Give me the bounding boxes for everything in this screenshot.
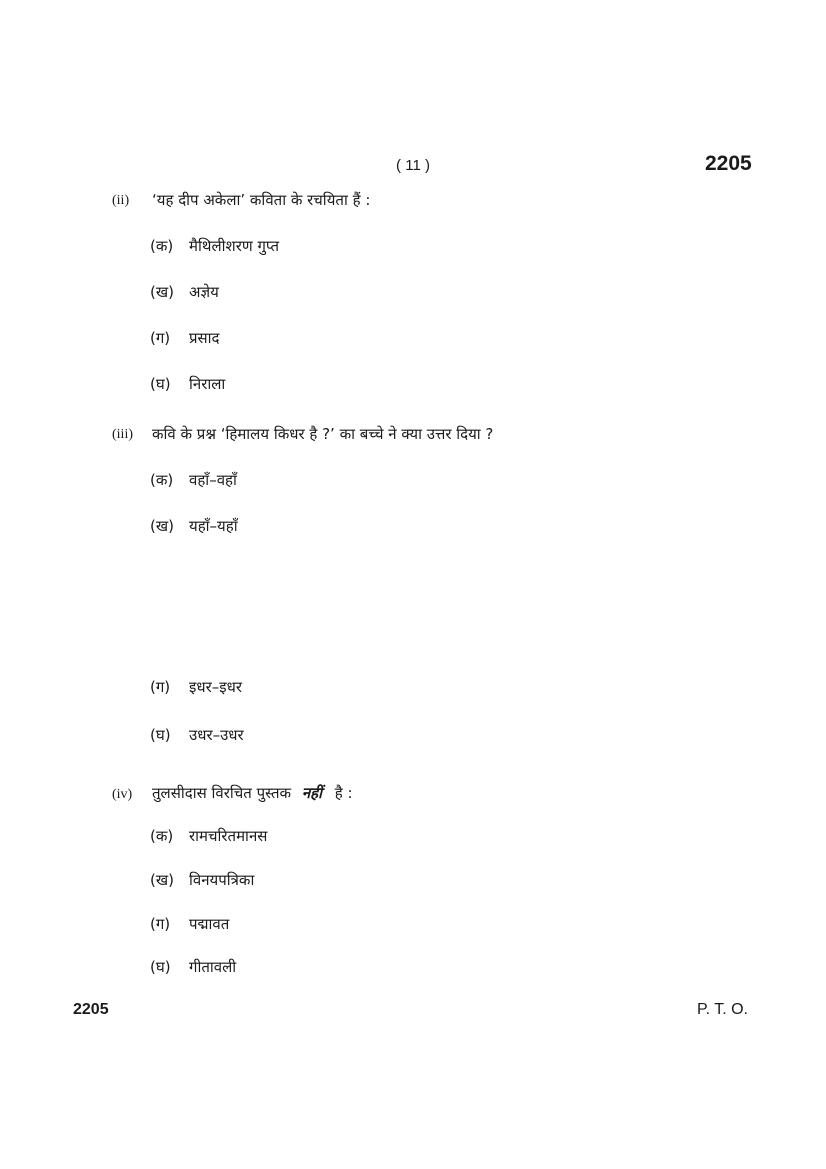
option-text: उधर–उधर: [189, 726, 244, 744]
option-label: (क): [150, 471, 174, 489]
question-number: (iii): [112, 427, 133, 442]
option-label: (ग): [150, 915, 171, 933]
question-number: (ii): [112, 193, 130, 208]
paper-code-bottom: 2205: [73, 1001, 109, 1018]
question-text-after: है :: [334, 784, 353, 802]
option-text: अज्ञेय: [189, 283, 219, 301]
page-number: ( 11 ): [396, 157, 430, 174]
question-text: ‘यह दीप अकेला’ कविता के रचयिता हैं :: [152, 191, 371, 209]
question-text: कवि के प्रश्न ‘हिमालय किधर है ?’ का बच्चे ने क्या उत्तर दिया ?: [152, 425, 494, 443]
option-text: निराला: [189, 375, 226, 393]
negation-emphasis: नहीं: [301, 784, 322, 802]
option-label: (क): [150, 827, 174, 845]
option-label: (घ): [150, 726, 171, 744]
option-label: (ख): [150, 517, 174, 535]
question-text: [152, 783, 353, 803]
option-text: यहाँ–यहाँ: [189, 517, 238, 535]
option-text: पद्मावत: [189, 915, 230, 933]
option-label: (ख): [150, 871, 174, 889]
option-text: प्रसाद: [189, 329, 220, 347]
question-text-before: तुलसीदास विरचित पुस्तक: [152, 784, 292, 802]
paper-code-top: 2205: [705, 152, 752, 175]
option-text: वहाँ–वहाँ: [189, 471, 237, 489]
option-text: इधर–इधर: [189, 678, 242, 696]
pto-label: P. T. O.: [697, 1001, 748, 1018]
question-number: (iv): [112, 787, 133, 802]
option-label: (ग): [150, 678, 171, 696]
option-text: विनयपत्रिका: [189, 871, 255, 889]
option-text: रामचरितमानस: [189, 827, 268, 845]
option-text: मैथिलीशरण गुप्त: [189, 237, 280, 255]
option-label: (ख): [150, 283, 174, 301]
option-label: (घ): [150, 958, 171, 976]
option-text: गीतावली: [189, 958, 237, 976]
option-label: (क): [150, 237, 174, 255]
option-label: (घ): [150, 375, 171, 393]
option-label: (ग): [150, 329, 171, 347]
